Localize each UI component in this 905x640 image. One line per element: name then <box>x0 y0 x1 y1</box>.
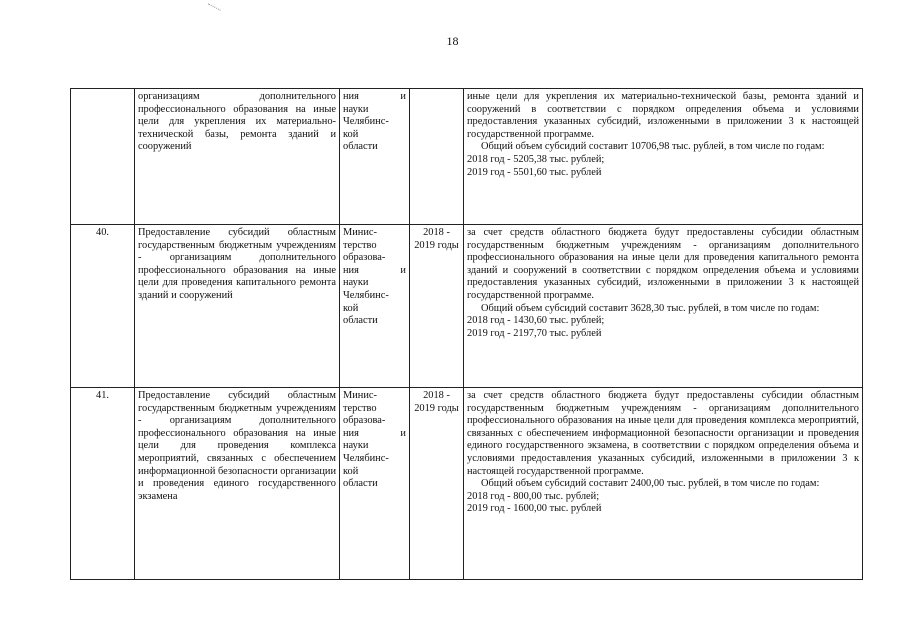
description <box>464 225 863 388</box>
measure-name: Предоставление субсидий областным государственным бюджетным учреждениям - организациям дополнительного профессионального образования на иные цели для проведения капитального ремонта зданий и сооружений <box>135 225 340 388</box>
executor-line: науки <box>343 277 369 289</box>
program-measures-table <box>70 88 863 580</box>
executor-line: кой <box>343 465 359 477</box>
row-number: 40. <box>71 225 135 388</box>
executor-line: кой <box>343 128 359 140</box>
row-number <box>71 89 135 225</box>
measure-name: Предоставление субсидий областным государственным бюджетным учреждениям - организациям дополнительного профессионального образования на иные цели для проведения комплекса мероприятий, связанных с обеспечением информационной безопасности организации и проведения единого государственного экзамена <box>135 388 340 580</box>
total-amount: Общий объем субсидий составит 2400,00 тыс. рублей, в том числе по годам: <box>481 478 820 490</box>
year-amount: 2019 год - 2197,70 тыс. рублей <box>467 327 602 339</box>
executor-line: науки <box>343 440 369 452</box>
period: 2018 - 2019 годы <box>410 388 464 580</box>
executor-line: кой <box>343 302 359 314</box>
executor-line: Челябинс- <box>343 452 389 464</box>
description <box>464 388 863 580</box>
year-amount: 2018 год - 1430,60 тыс. рублей; <box>467 315 605 327</box>
table-row <box>71 89 863 225</box>
executor-line: ния и <box>343 91 406 102</box>
executor-line: терство <box>343 239 377 251</box>
executor-line: образова- <box>343 415 386 427</box>
year-amount: 2019 год - 5501,60 тыс. рублей <box>467 166 602 178</box>
period: 2018 - 2019 годы <box>410 225 464 388</box>
executor <box>340 225 410 388</box>
executor-line: образова- <box>343 252 386 264</box>
table-row <box>71 388 863 580</box>
description-text: за счет средств областного бюджета будут предоставлены субсидии областным государственным бюджетным учреждениям - организациям дополнительного профессионального образования на иные цели для проведения капитального ремонта зданий и сооружений в соответствии с порядком определения объема и условиями предоставления указанных субсидий, изложенными в приложении 3 к настоящей государственной программе. <box>467 227 859 301</box>
table-row <box>71 225 863 388</box>
year-amount: 2018 год - 5205,38 тыс. рублей; <box>467 153 605 165</box>
year-amount: 2019 год - 1600,00 тыс. рублей <box>467 503 602 515</box>
description-text: за счет средств областного бюджета будут предоставлены субсидии областным государственным бюджетным учреждениям - организациям дополнительного профессионального образования на иные цели для проведения комплекса мероприятий, связанных с обеспечением информационной безопасности организации и проведения единого государственного экзамена, в соответствии с порядком определения объема и условиями предоставления указанных субсидий, изложенными в приложении 3 к настоящей государственной программе. <box>467 390 859 477</box>
description <box>464 89 863 225</box>
executor-line: Челябинс- <box>343 116 389 128</box>
period <box>410 89 464 225</box>
year-amount: 2018 год - 800,00 тыс. рублей; <box>467 490 600 502</box>
row-number: 41. <box>71 388 135 580</box>
executor-line: терство <box>343 402 377 414</box>
executor-line: области <box>343 315 378 327</box>
executor-line: ния и <box>343 264 406 276</box>
total-amount: Общий объем субсидий составит 10706,98 тыс. рублей, в том числе по годам: <box>481 141 825 153</box>
executor <box>340 89 410 225</box>
executor-line: ния и <box>343 427 406 439</box>
executor-line: Челябинс- <box>343 289 389 301</box>
description-text: иные цели для укрепления их материально-технической базы, ремонта зданий и сооружений в соответствии с порядком определения объема и условиями предоставления указанных субсидий, изложенными в приложении 3 к настоящей государственной программе. <box>467 91 859 140</box>
executor-line: области <box>343 478 378 490</box>
executor <box>340 388 410 580</box>
total-amount: Общий объем субсидий составит 3628,30 тыс. рублей, в том числе по годам: <box>481 302 820 314</box>
measure-name: организациям дополнительного профессионального образования на иные цели для укрепления их материально-технической базы, ремонта зданий и сооружений <box>135 89 340 225</box>
executor-line: Минис- <box>343 390 377 401</box>
page-number: 18 <box>446 34 459 48</box>
scan-artifact <box>203 3 221 19</box>
executor-line: области <box>343 141 378 153</box>
executor-line: науки <box>343 103 369 115</box>
executor-line: Минис- <box>343 227 377 238</box>
